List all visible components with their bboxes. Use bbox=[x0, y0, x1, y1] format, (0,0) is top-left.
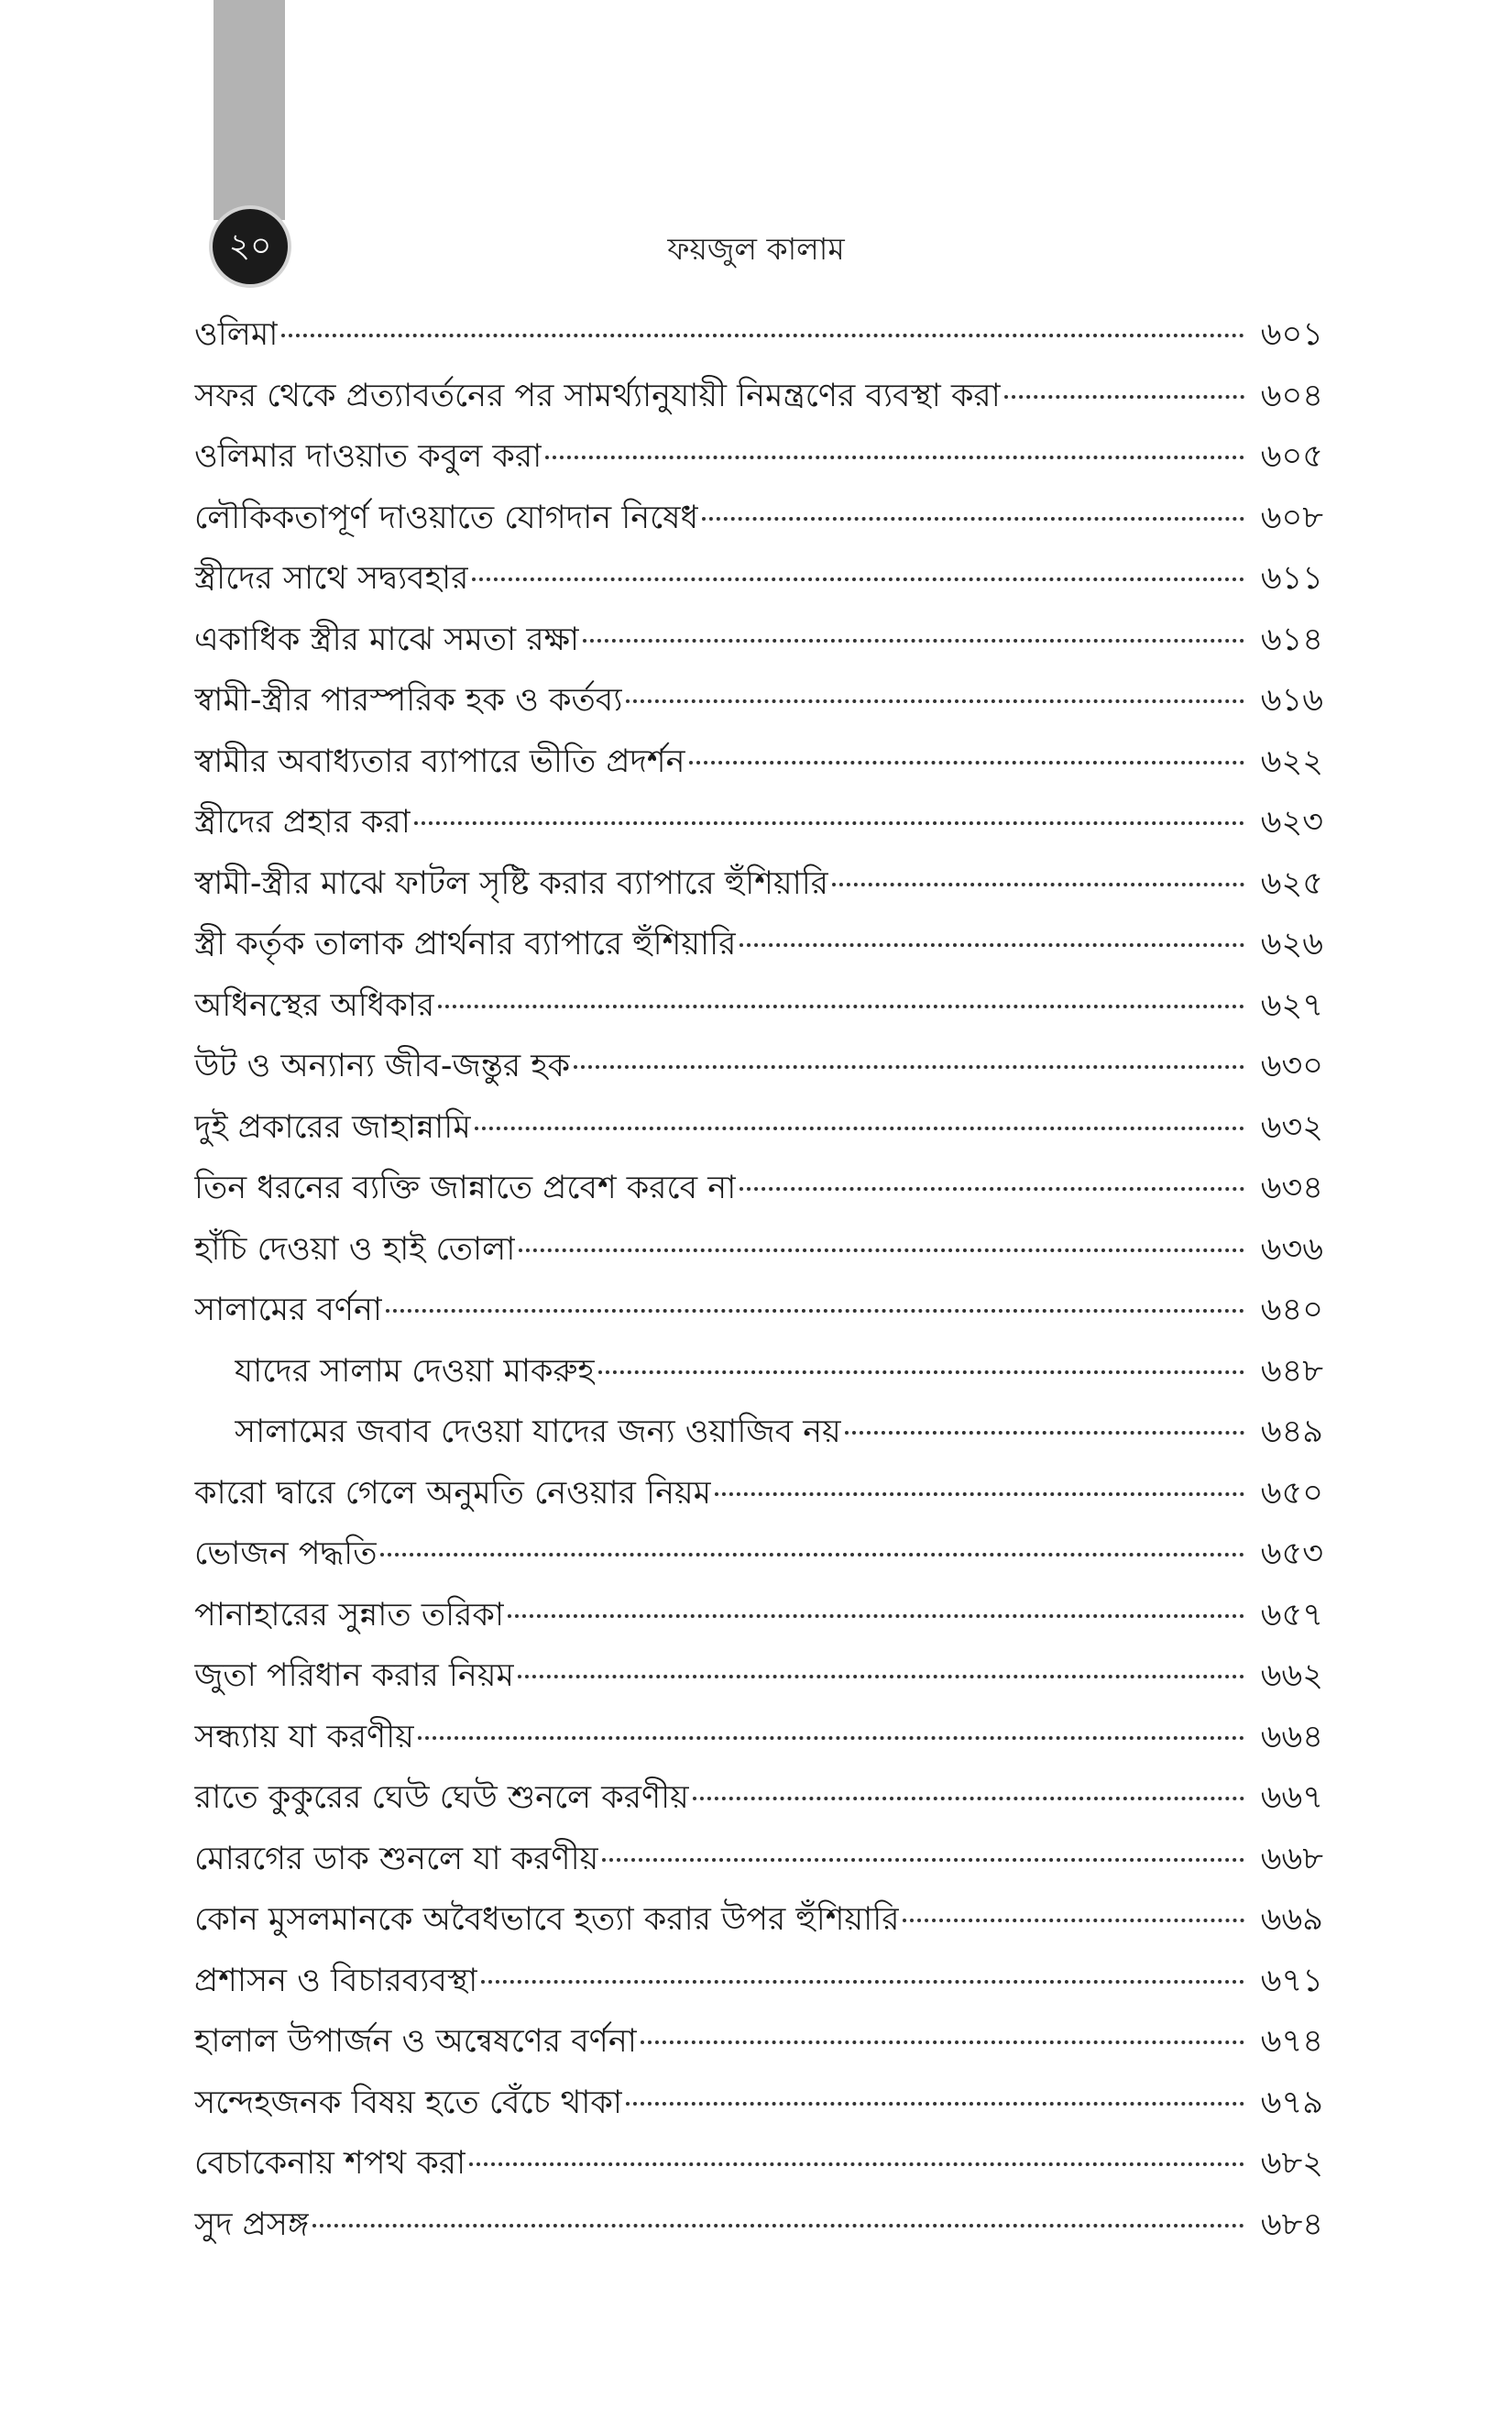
dot-leader bbox=[702, 517, 1244, 521]
toc-page-number: ৬৫৩ bbox=[1260, 1535, 1323, 1572]
dot-leader bbox=[740, 1187, 1244, 1191]
dot-leader bbox=[715, 1492, 1244, 1496]
toc-page-number: ৬২৭ bbox=[1260, 986, 1323, 1024]
toc-entry-title: স্বামী-স্ত্রীর মাঝে ফাটল সৃষ্টি করার ব্যাপারে হুঁশিয়ারি bbox=[194, 864, 828, 902]
toc-page-number: ৬৬৭ bbox=[1260, 1779, 1323, 1816]
toc-entry-title: স্বামীর অবাধ্যতার ব্যাপারে ভীতি প্রদর্শন bbox=[194, 742, 685, 780]
dot-leader bbox=[414, 821, 1244, 825]
toc-entry-title: মোরগের ডাক শুনলে যা করণীয় bbox=[194, 1840, 599, 1877]
toc-page-number: ৬৪০ bbox=[1260, 1292, 1323, 1328]
toc-entry[interactable] bbox=[194, 1767, 1323, 1829]
toc-page-number: ৬২৩ bbox=[1260, 804, 1323, 841]
dot-leader bbox=[626, 2102, 1244, 2106]
toc-entry-title: দুই প্রকারের জাহান্নামি bbox=[194, 1108, 471, 1146]
toc-page-number: ৬৬২ bbox=[1260, 1657, 1323, 1694]
toc-page-number: ৬৪৯ bbox=[1260, 1414, 1323, 1450]
dot-leader bbox=[845, 1431, 1244, 1435]
dot-leader bbox=[418, 1736, 1244, 1740]
dot-leader bbox=[545, 456, 1244, 459]
toc-page-number: ৬৭৯ bbox=[1260, 2084, 1323, 2121]
toc-subentry[interactable] bbox=[194, 1341, 1323, 1402]
dot-leader bbox=[312, 2224, 1244, 2228]
dot-leader bbox=[386, 1309, 1244, 1313]
dot-leader bbox=[602, 1858, 1244, 1862]
toc-entry-title: কোন মুসলমানকে অবৈধভাবে হত্যা করার উপর হুঁশিয়ারি bbox=[194, 1901, 900, 1938]
toc-entry-title: রাতে কুকুরের ঘেউ ঘেউ শুনলে করণীয় bbox=[194, 1779, 689, 1816]
toc-page-number: ৬৩২ bbox=[1260, 1108, 1323, 1146]
toc-entry-title: পানাহারের সুন্নাত তরিকা bbox=[194, 1596, 504, 1634]
dot-leader bbox=[740, 943, 1244, 947]
dot-leader bbox=[481, 1980, 1244, 1984]
toc-page-number: ৬৭৪ bbox=[1260, 2023, 1323, 2060]
toc-entry[interactable] bbox=[194, 1645, 1323, 1707]
page-number-badge: ২০ bbox=[213, 209, 288, 284]
toc-entry-title: স্বামী-স্ত্রীর পারস্পরিক হক ও কর্তব্য bbox=[194, 682, 623, 719]
toc-entry-title: সফর থেকে প্রত্যাবর্তনের পর সামর্থ্যানুযায়ী নিমন্ত্রণের ব্যবস্থা করা bbox=[194, 377, 1001, 414]
dot-leader bbox=[438, 1005, 1244, 1008]
toc-page-number: ৬১৪ bbox=[1260, 621, 1323, 658]
toc-page-number: ৬২৫ bbox=[1260, 864, 1323, 902]
toc-entry-title: হালাল উপার্জন ও অন্বেষণের বর্ণনা bbox=[194, 2023, 637, 2060]
toc-page-number: ৬০৪ bbox=[1260, 377, 1323, 414]
toc-entry[interactable] bbox=[194, 2011, 1323, 2073]
toc-entry-title: ওলিমার দাওয়াত কবুল করা bbox=[194, 438, 542, 475]
toc-entry[interactable] bbox=[194, 304, 1323, 366]
dot-leader bbox=[518, 1675, 1244, 1678]
toc-entry[interactable] bbox=[194, 792, 1323, 853]
toc-entry[interactable] bbox=[194, 1036, 1323, 1097]
toc-entry[interactable] bbox=[194, 610, 1323, 671]
toc-entry[interactable] bbox=[194, 1889, 1323, 1951]
toc-entry-title: ওলিমা bbox=[194, 316, 279, 353]
toc-page-number: ৬৪৮ bbox=[1260, 1352, 1323, 1390]
toc-page-number: ৬৩৬ bbox=[1260, 1230, 1323, 1268]
toc-entry[interactable] bbox=[194, 1951, 1323, 2012]
toc-entry-title: তিন ধরনের ব্যক্তি জান্নাতে প্রবেশ করবে না bbox=[194, 1170, 737, 1206]
toc-entry-title: ভোজন পদ্ধতি bbox=[194, 1535, 378, 1572]
toc-page-number: ৬৫৭ bbox=[1260, 1596, 1323, 1634]
toc-page-number: ৬৮৪ bbox=[1260, 2206, 1323, 2243]
toc-page-number: ৬১১ bbox=[1260, 560, 1323, 597]
toc-entry[interactable] bbox=[194, 1219, 1323, 1281]
toc-page-number: ৬২২ bbox=[1260, 742, 1323, 780]
toc-page-number: ৬১৬ bbox=[1260, 682, 1323, 719]
toc-entry[interactable] bbox=[194, 670, 1323, 732]
toc-entry-title: অধিনস্থের অধিকার bbox=[194, 986, 435, 1024]
dot-leader bbox=[903, 1919, 1244, 1922]
dot-leader bbox=[475, 1127, 1244, 1130]
toc-page-number: ৬৮২ bbox=[1260, 2145, 1323, 2182]
toc-entry[interactable] bbox=[194, 1585, 1323, 1646]
toc-entry-title: বেচাকেনায় শপথ করা bbox=[194, 2145, 466, 2182]
toc-entry[interactable] bbox=[194, 1707, 1323, 1768]
toc-entry-title: সন্দেহজনক বিষয় হতে বেঁচে থাকা bbox=[194, 2084, 623, 2121]
dot-leader bbox=[281, 334, 1244, 337]
toc-entry-title: সুদ প্রসঙ্গ bbox=[194, 2206, 310, 2243]
toc-entry-title: স্ত্রীদের সাথে সদ্ব্যবহার bbox=[194, 560, 469, 597]
dot-leader bbox=[469, 2162, 1244, 2166]
toc-entry[interactable] bbox=[194, 732, 1323, 793]
toc-entry-title: স্ত্রীদের প্রহার করা bbox=[194, 804, 411, 841]
toc-entry[interactable] bbox=[194, 975, 1323, 1037]
toc-entry-title: সন্ধ্যায় যা করণীয় bbox=[194, 1718, 414, 1755]
toc-entry-title: প্রশাসন ও বিচারব্যবস্থা bbox=[194, 1962, 478, 1999]
toc-page-number: ৬০১ bbox=[1260, 316, 1323, 353]
toc-entry-title: উট ও অন্যান্য জীব-জন্তুর হক bbox=[194, 1048, 571, 1084]
toc-entry[interactable] bbox=[194, 1463, 1323, 1524]
toc-entry-title: কারো দ্বারে গেলে অনুমতি নেওয়ার নিয়ম bbox=[194, 1474, 712, 1512]
toc-page-number: ৬৩০ bbox=[1260, 1048, 1323, 1084]
toc-entry[interactable] bbox=[194, 2073, 1323, 2134]
toc-entry[interactable] bbox=[194, 488, 1323, 549]
toc-entry[interactable] bbox=[194, 1158, 1323, 1219]
page-tab-strip bbox=[214, 0, 285, 220]
toc-page-number: ৬৭১ bbox=[1260, 1962, 1323, 1999]
toc-entry[interactable] bbox=[194, 2194, 1323, 2256]
toc-entry[interactable] bbox=[194, 1097, 1323, 1159]
dot-leader bbox=[626, 699, 1244, 703]
toc-page-number: ৬০৫ bbox=[1260, 438, 1323, 475]
toc-entry[interactable] bbox=[194, 914, 1323, 975]
dot-leader bbox=[832, 883, 1244, 886]
toc-entry-title: একাধিক স্ত্রীর মাঝে সমতা রক্ষা bbox=[194, 621, 580, 658]
toc-entry-title: সালামের জবাব দেওয়া যাদের জন্য ওয়াজিব নয় bbox=[235, 1414, 841, 1450]
toc-page-number: ৬৫০ bbox=[1260, 1474, 1323, 1512]
dot-leader bbox=[598, 1370, 1244, 1374]
toc-entry-title: সালামের বর্ণনা bbox=[194, 1292, 383, 1328]
toc-entry[interactable] bbox=[194, 1524, 1323, 1585]
toc-entry[interactable] bbox=[194, 1829, 1323, 1890]
toc-entry-title: জুতা পরিধান করার নিয়ম bbox=[194, 1657, 514, 1694]
dot-leader bbox=[472, 578, 1244, 581]
toc-entry-title: যাদের সালাম দেওয়া মাকরুহ bbox=[235, 1352, 595, 1390]
dot-leader bbox=[508, 1614, 1244, 1618]
toc-entry[interactable] bbox=[194, 426, 1323, 488]
toc-page-number: ৬৬৯ bbox=[1260, 1901, 1323, 1938]
dot-leader bbox=[380, 1553, 1244, 1556]
toc-entry[interactable] bbox=[194, 366, 1323, 427]
dot-leader bbox=[1004, 395, 1244, 399]
dot-leader bbox=[689, 761, 1244, 764]
toc-entry[interactable] bbox=[194, 2133, 1323, 2194]
table-of-contents bbox=[194, 304, 1323, 2255]
toc-entry[interactable] bbox=[194, 853, 1323, 915]
toc-page-number: ৬৬৮ bbox=[1260, 1840, 1323, 1877]
toc-entry-title: হাঁচি দেওয়া ও হাই তোলা bbox=[194, 1230, 516, 1268]
dot-leader bbox=[583, 639, 1244, 643]
dot-leader bbox=[574, 1065, 1244, 1069]
toc-page-number: ৬৩৪ bbox=[1260, 1170, 1323, 1206]
dot-leader bbox=[693, 1797, 1244, 1800]
toc-entry-title: স্ত্রী কর্তৃক তালাক প্রার্থনার ব্যাপারে হুঁশিয়ারি bbox=[194, 926, 737, 962]
toc-page-number: ৬০৮ bbox=[1260, 499, 1323, 536]
dot-leader bbox=[519, 1248, 1244, 1252]
toc-page-number: ৬২৬ bbox=[1260, 926, 1323, 962]
toc-page-number: ৬৬৪ bbox=[1260, 1718, 1323, 1755]
toc-entry[interactable] bbox=[194, 1280, 1323, 1341]
dot-leader bbox=[641, 2040, 1244, 2044]
running-head-title: ফয়জুল কালাম bbox=[667, 231, 845, 267]
toc-entry[interactable] bbox=[194, 548, 1323, 610]
toc-entry-title: লৌকিকতাপূর্ণ দাওয়াতে যোগদান নিষেধ bbox=[194, 499, 699, 536]
toc-subentry[interactable] bbox=[194, 1402, 1323, 1463]
